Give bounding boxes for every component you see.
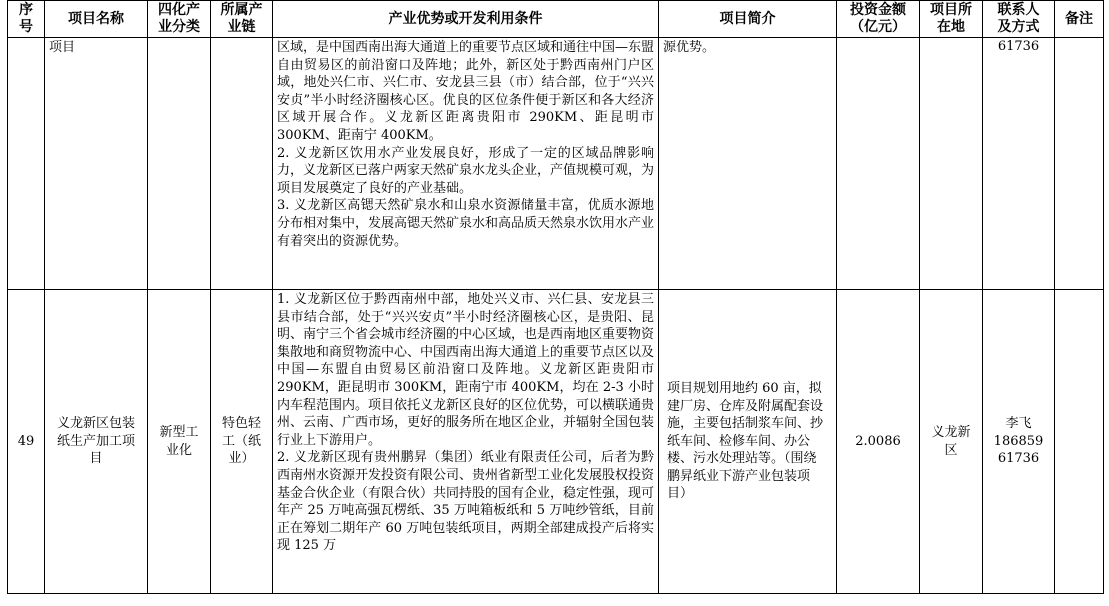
seq-value: 49 (17, 433, 35, 449)
cell-chain (211, 38, 273, 290)
cell-remarks (1055, 290, 1104, 594)
contact-value: 61736 (997, 39, 1040, 54)
cell-chain (211, 290, 273, 594)
cell-seq (8, 38, 45, 290)
cell-advantages (273, 290, 659, 594)
project-name: 项目 (49, 40, 76, 55)
header-category-label: 四化产 业分类 (158, 2, 200, 35)
cell-advantages (273, 38, 659, 290)
header-intro-label: 项目简介 (719, 10, 776, 27)
header-investment-label: 投资金额 （亿元） (850, 2, 906, 35)
header-investment (837, 1, 920, 38)
header-location-label: 项目所 在地 (930, 2, 972, 35)
table-row (8, 290, 1104, 594)
header-row (8, 1, 1104, 38)
cell-name (45, 38, 148, 290)
intro-text: 源优势。 (663, 40, 716, 55)
cell-intro (659, 38, 837, 290)
header-seq (8, 1, 45, 38)
header-advantages (273, 1, 659, 38)
header-location (920, 1, 983, 38)
cell-location (920, 290, 983, 594)
advantage-paragraph: 2. 义龙新区现有贵州鹏昇（集团）纸业有限责任公司，后者为黔西南州水资源开发投资有限公司、贵州省新型工业化发展股权投资基金合伙企业（有限合伙）共同持股的国有企业，稳定性强，现可年产 25 万吨高强瓦楞纸、35 万吨箱板纸和 5 万吨纱管纸，目前正在筹划二期年产 60 万吨包装纸项目，两期全部建成投产后将实现 125 万 (277, 450, 654, 554)
advantage-paragraph: 2. 义龙新区饮用水产业发展良好，形成了一定的区域品牌影响力，义龙新区已落户两家天然矿泉水龙头企业，产值规模可观，为项目发展奠定了良好的产业基础。 (277, 145, 655, 196)
advantage-paragraph: 3. 义龙新区高锶天然矿泉水和山泉水资源储量丰富，优质水源地分布相对集中，发展高锶天然矿泉水和高品质天然泉水饮用水产业有着突出的资源优势。 (277, 198, 655, 249)
cell-investment (837, 38, 920, 290)
header-chain-label: 所属产 业链 (220, 2, 263, 35)
header-remarks-label: 备注 (1065, 10, 1093, 27)
header-name (45, 1, 148, 38)
investment-value: 2.0086 (855, 433, 901, 449)
cell-category (148, 290, 211, 594)
header-category (148, 1, 211, 38)
advantage-paragraph: 1. 义龙新区位于黔西南州中部，地处兴义市、兴仁县、安龙县三县市结合部，处于“兴兴安贞”半小时经济圈核心区，是贵阳、昆明、南宁三个省会城市经济圈的中心区域，也是西南地区重要物资集散地和商贸物流中心、中国西南出海大通道上的重要节点区以及中国—东盟自由贸易区前沿窗口及阵地。义龙新区距贵阳市 290KM，距昆明市 300KM，距南宁市 400KM，均在 2-3 小时内车程范围内。项目依托义龙新区良好的区位优势，可以横联通贵州、云南、广西市场，更好的服务所在地区企业，并辐射全国包装行业上下游用户。 (277, 292, 654, 448)
cell-contact (983, 38, 1055, 290)
header-chain (211, 1, 273, 38)
project-name: 义龙新区包装纸生产加工项目 (56, 416, 135, 467)
table-row (8, 38, 1104, 290)
cell-investment (837, 290, 920, 594)
cell-location (920, 38, 983, 290)
cell-category (148, 38, 211, 290)
cell-name (45, 290, 148, 594)
header-remarks (1055, 1, 1104, 38)
advantage-paragraph: 区域，是中国西南出海大通道上的重要节点区域和通往中国—东盟自由贸易区的前沿窗口及阵地；此外，新区处于黔西南州门户区域，地处兴仁市、兴仁市、安龙县三县（市）结合部，位于“兴兴安贞”半小时经济圈核心区。优良的区位条件便于新区和各大经济区域开展合作。义龙新区距离贵阳市 290KM、距昆明市 300KM、距南宁 400KM。 (277, 40, 655, 143)
location-value: 义龙新区 (931, 424, 971, 458)
header-name-label: 项目名称 (68, 10, 124, 27)
header-contact (983, 1, 1055, 38)
intro-text: 项目规划用地约 60 亩，拟建厂房、仓库及附属配套设施，主要包括制浆车间、抄纸车间、检修车间、办公楼、污水处理站等。（围绕鹏昇纸业下游产业包装项目） (667, 380, 824, 502)
header-advantages-label: 产业优势或开发利用条件 (388, 10, 543, 27)
cell-intro (659, 290, 837, 594)
contact-value: 李飞 186859 61736 (993, 416, 1044, 467)
category-value: 新型工业化 (159, 424, 199, 458)
cell-contact (983, 290, 1055, 594)
cell-seq (8, 290, 45, 594)
header-intro (659, 1, 837, 38)
advantages-clip (277, 291, 654, 593)
chain-value: 特色轻工（纸业） (221, 416, 261, 467)
project-table (7, 0, 1104, 594)
cell-remarks (1055, 38, 1104, 290)
header-contact-label: 联系人 及方式 (997, 2, 1040, 35)
header-seq-label: 序 号 (19, 2, 33, 35)
